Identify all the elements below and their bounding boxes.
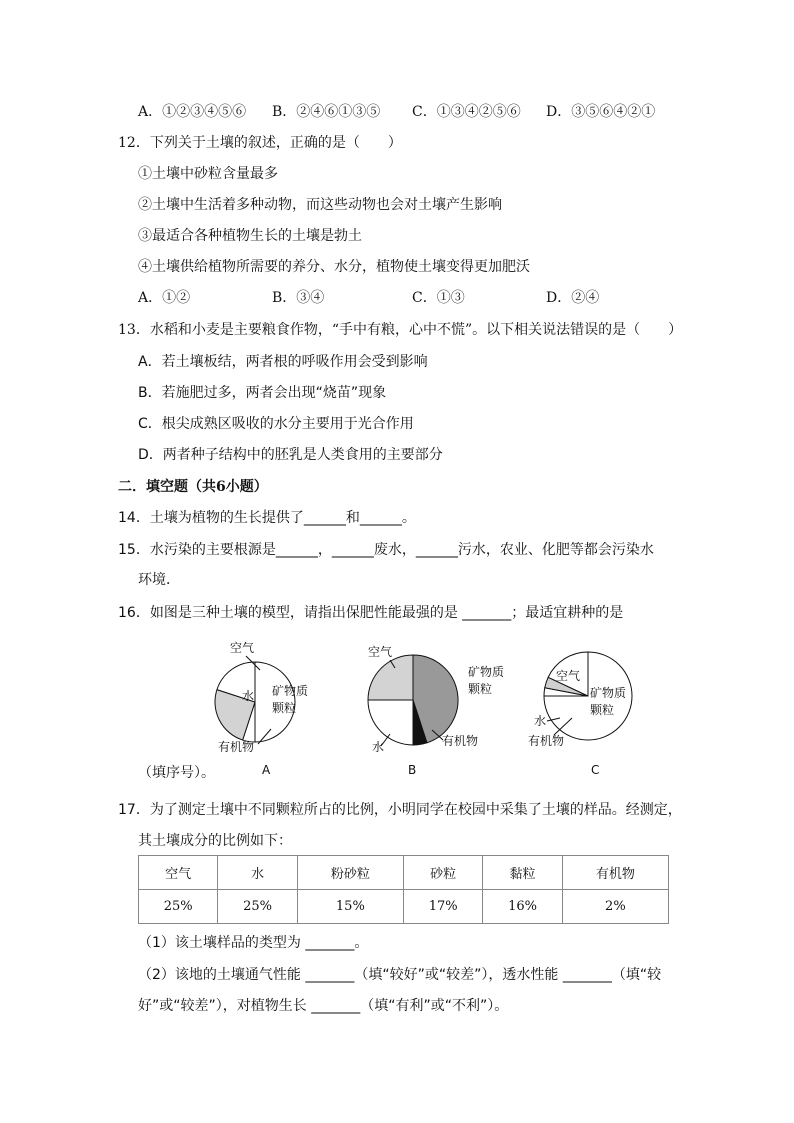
q12-statement-1: ①土壤中砂粒含量最多 (138, 166, 278, 182)
pie-b-label-mineral-1: 矿物质 (468, 665, 505, 679)
q17-sub2: （2）该地的土壤通气性能 _______（填“较好”或“较差”），透水性能 _______（填“较 (138, 967, 662, 983)
pie-b-slice-air (368, 655, 413, 700)
table-header-cell: 砂粒 (403, 856, 482, 890)
pie-b-slice-water (368, 700, 413, 745)
table-header-cell: 空气 (139, 856, 218, 890)
table-header-cell: 粉砂粒 (297, 856, 403, 890)
soil-composition-table (138, 855, 669, 924)
q12-option-c: C．①③ (412, 290, 465, 306)
pie-b-caption: B (408, 763, 417, 777)
pie-b-label-organic: 有机物 (442, 734, 479, 748)
table-cell: 15% (297, 890, 403, 924)
pie-c-label-water: 水 (534, 714, 547, 728)
q11-option-b: B．②④⑥①③⑤ (272, 104, 381, 120)
q13-stem: 13．水稻和小麦是主要粮食作物，“手中有粮，心中不慌”。以下相关说法错误的是（ ） (118, 322, 683, 338)
q17-sub1: （1）该土壤样品的类型为 _______。 (138, 935, 369, 951)
q17-line1: 17．为了测定土壤中不同颗粒所占的比例，小明同学在校园中采集了土壤的样品。经测定， (118, 802, 682, 818)
table-cell: 16% (483, 890, 562, 924)
q12-options (138, 288, 599, 308)
table-cell: 25% (218, 890, 297, 924)
table-header-row (139, 856, 669, 890)
q11-options (138, 102, 655, 122)
q12-statement-2: ②土壤中生活着多种动物，而这些动物也会对土壤产生影响 (138, 197, 502, 213)
pie-b-label-water: 水 (372, 740, 385, 754)
pie-b-label-air: 空气 (368, 645, 393, 659)
pie-a-label-mineral-1: 矿物质 (272, 684, 309, 698)
pie-b (368, 655, 458, 745)
table-cell: 17% (403, 890, 482, 924)
q13-option-c: C．根尖成熟区吸收的水分主要用于光合作用 (138, 416, 414, 432)
q14: 14．土壤为植物的生长提供了______和______。 (118, 510, 416, 526)
q13-option-d: D．两者种子结构中的胚乳是人类食用的主要部分 (138, 447, 443, 463)
q12-stem: 12．下列关于土壤的叙述，正确的是（ ） (118, 135, 402, 151)
q11-option-c: C．①③④②⑤⑥ (412, 104, 521, 120)
pie-c-label-organic: 有机物 (528, 734, 565, 748)
q15-line2: 环境． (138, 572, 180, 588)
table-cell: 25% (139, 890, 218, 924)
q12-statement-4: ④土壤供给植物所需要的养分、水分，植物使土壤变得更加肥沃 (138, 259, 530, 275)
section-heading: 二．填空题（共6小题） (118, 479, 268, 495)
q17-line2: 其土壤成分的比例如下： (138, 833, 292, 849)
q13-option-b: B．若施肥过多，两者会出现“烧苗”现象 (138, 385, 387, 401)
table-cell: 2% (562, 890, 668, 924)
q11-option-d: D．③⑤⑥④②① (546, 104, 656, 120)
table-row (139, 890, 669, 924)
pie-a-label-organic: 有机物 (218, 740, 255, 754)
q12-statement-3: ③最适合各种植物生长的土壤是勃土 (138, 228, 362, 244)
soil-model-figure (180, 630, 700, 790)
table-header-cell: 有机物 (562, 856, 668, 890)
pie-a-label-air: 空气 (230, 641, 255, 655)
pie-b-label-mineral-2: 颗粒 (468, 682, 493, 696)
q12-option-a: A．①② (138, 290, 191, 306)
pie-a-caption: A (262, 763, 271, 777)
pie-c-label-air: 空气 (556, 669, 581, 683)
q16-line2: （填序号）。 (138, 765, 215, 781)
pie-a-label-water: 水 (242, 689, 255, 703)
q17-sub3: 好”或“较差”），对植物生长 _______（填“有利”或“不利”）。 (138, 998, 509, 1014)
q16-line1: 16．如图是三种土壤的模型，请指出保肥性能最强的是 _______；最适宜耕种的是 (118, 605, 624, 621)
pie-a-label-mineral-2: 颗粒 (272, 701, 297, 715)
table-header-cell: 黏粒 (483, 856, 562, 890)
pie-c-caption: C (591, 763, 600, 777)
q12-option-d: D．②④ (546, 290, 600, 306)
table-header-cell: 水 (218, 856, 297, 890)
pie-c-label-mineral-1: 矿物质 (590, 686, 627, 700)
pie-c-label-mineral-2: 颗粒 (590, 703, 615, 717)
q15-line1: 15．水污染的主要根源是______，______废水，______污水，农业、化肥等都会污染水 (118, 542, 654, 558)
q11-option-a: A．①②③④⑤⑥ (138, 104, 247, 120)
q13-option-a: A．若土壤板结，两者根的呼吸作用会受到影响 (138, 354, 428, 370)
q12-option-b: B．③④ (272, 290, 325, 306)
